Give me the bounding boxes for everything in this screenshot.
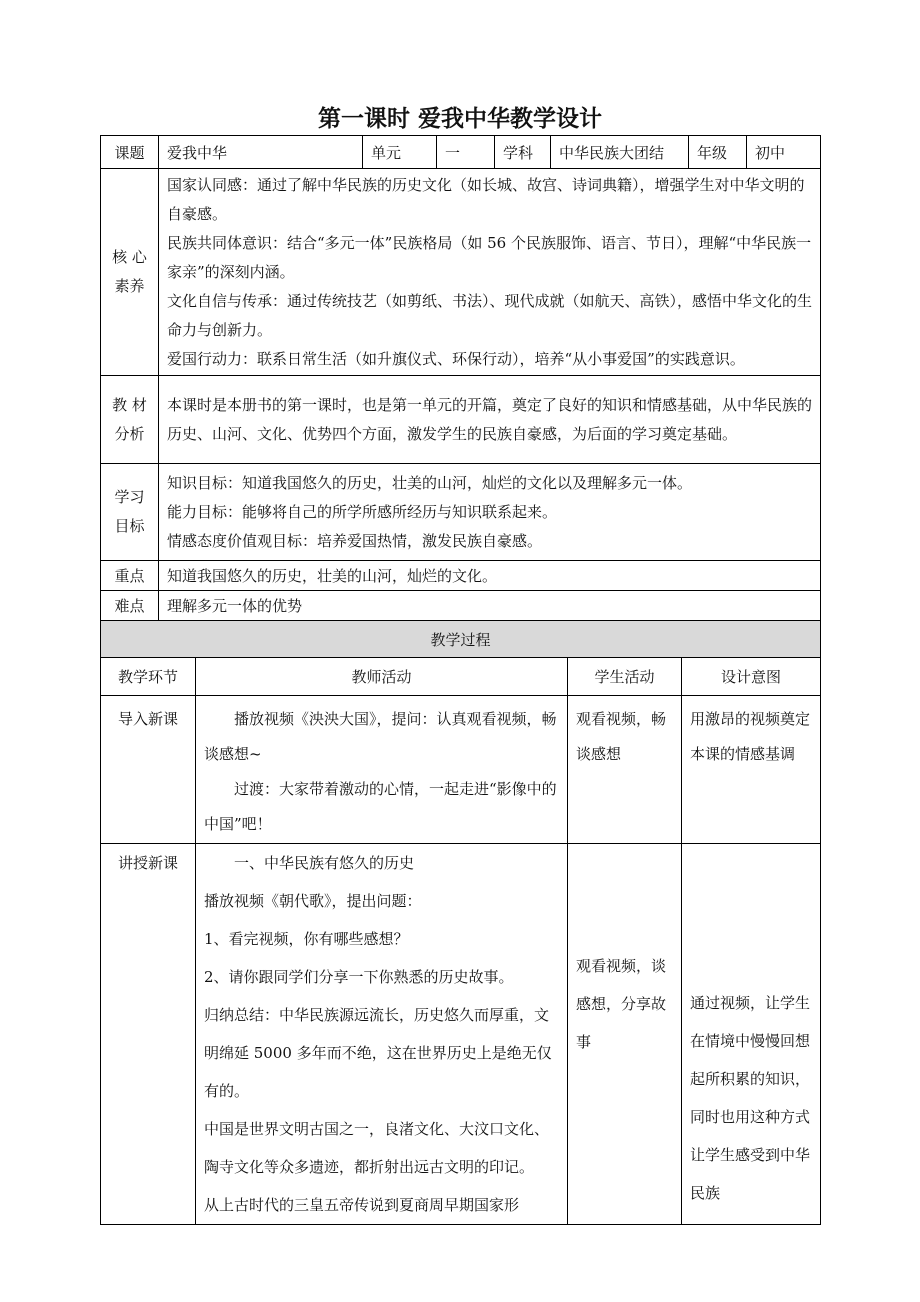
- intro-intent: 用激昂的视频奠定本课的情感基调: [682, 696, 821, 844]
- lesson-info-table: [100, 135, 821, 621]
- difficulty-label: 难点: [101, 591, 159, 621]
- header-stage: 教学环节: [101, 658, 196, 696]
- lecture-teacher-line: 播放视频《朝代歌》，提出问题：: [204, 892, 422, 910]
- core-literacy-item: 爱国行动力：联系日常生活（如升旗仪式、环保行动），培养“从小事爱国”的实践意识。: [167, 349, 745, 368]
- intro-teacher-line: 过渡：大家带着激动的心情，一起走进“影像中的中国”吧！: [204, 780, 557, 833]
- key-point-row: [101, 561, 821, 591]
- lecture-teacher-line: 一、中华民族有悠久的历史: [234, 854, 415, 872]
- intro-stage: 导入新课: [101, 696, 196, 844]
- info-row: [101, 136, 821, 169]
- lecture-teacher-line: 1、看完视频，你有哪些感想？: [204, 930, 409, 948]
- lecture-intent: 通过视频，让学生在情境中慢慢回想起所积累的知识，同时也用这种方式让学生感受到中华民族: [682, 844, 821, 1225]
- key-point-text: 知道我国悠久的历史，壮美的山河，灿烂的文化。: [159, 561, 821, 591]
- lecture-teacher-line: 从上古时代的三皇五帝传说到夏商周早期国家形: [204, 1196, 520, 1214]
- learning-goals-row: [101, 464, 821, 561]
- topic-label: 课题: [101, 136, 159, 169]
- subject-label: 学科: [495, 136, 551, 169]
- core-literacy-content: [159, 169, 821, 376]
- teaching-process-table: [100, 620, 821, 1225]
- lecture-stage: 讲授新课: [101, 844, 196, 1225]
- intro-student: 观看视频，畅谈感想: [568, 696, 682, 844]
- grade-value: 初中: [747, 136, 821, 169]
- header-teacher: 教师活动: [196, 658, 568, 696]
- lecture-teacher: [196, 844, 568, 1225]
- lecture-student: 观看视频，谈感想，分享故事: [568, 844, 682, 1225]
- process-title-row: [101, 621, 821, 658]
- core-literacy-item: 文化自信与传承：通过传统技艺（如剪纸、书法）、现代成就（如航天、高铁），感悟中华文化的生命力与创新力。: [167, 291, 813, 339]
- header-intent: 设计意图: [682, 658, 821, 696]
- topic-value: 爱我中华: [159, 136, 363, 169]
- learning-goal-item: 知识目标：知道我国悠久的历史，壮美的山河，灿烂的文化以及理解多元一体。: [167, 473, 693, 492]
- process-header-row: [101, 658, 821, 696]
- core-literacy-row: [101, 169, 821, 376]
- material-analysis-row: [101, 376, 821, 464]
- intro-teacher: [196, 696, 568, 844]
- difficulty-text: 理解多元一体的优势: [159, 591, 821, 621]
- process-title: 教学过程: [101, 621, 821, 658]
- material-analysis-text: 本课时是本册书的第一课时，也是第一单元的开篇，奠定了良好的知识和情感基础，从中华民族的历史、山河、文化、优势四个方面，激发学生的民族自豪感，为后面的学习奠定基础。: [159, 376, 821, 464]
- lecture-teacher-line: 2、请你跟同学们分享一下你熟悉的历史故事。: [204, 968, 514, 986]
- core-literacy-item: 民族共同体意识：结合“多元一体”民族格局（如 56 个民族服饰、语言、节日），理解“中华民族一家亲”的深刻内涵。: [167, 233, 812, 281]
- learning-goal-item: 情感态度价值观目标：培养爱国热情，激发民族自豪感。: [167, 531, 543, 550]
- intro-teacher-line: 播放视频《泱泱大国》，提问：认真观看视频，畅谈感想~: [204, 710, 557, 763]
- core-literacy-item: 国家认同感：通过了解中华民族的历史文化（如长城、故宫、诗词典籍），增强学生对中华文明的自豪感。: [167, 175, 805, 223]
- grade-label: 年级: [689, 136, 747, 169]
- subject-value: 中华民族大团结: [551, 136, 689, 169]
- learning-goal-item: 能力目标：能够将自己的所学所感所经历与知识联系起来。: [167, 502, 558, 521]
- lecture-row: [101, 844, 821, 1225]
- intro-row: [101, 696, 821, 844]
- lecture-teacher-line: 归纳总结：中华民族源远流长，历史悠久而厚重，文明绵延 5000 多年而不绝，这在世界历史上是绝无仅有的。: [204, 1006, 552, 1100]
- header-student: 学生活动: [568, 658, 682, 696]
- key-point-label: 重点: [101, 561, 159, 591]
- learning-goals-content: [159, 464, 821, 561]
- learning-goals-label: 学习 目标: [101, 464, 159, 561]
- unit-label: 单元: [363, 136, 437, 169]
- material-analysis-label: 教 材 分析: [101, 376, 159, 464]
- page-title: 第一课时 爱我中华教学设计: [317, 106, 602, 132]
- unit-value: 一: [437, 136, 495, 169]
- lecture-teacher-line: 中国是世界文明古国之一，良渚文化、大汶口文化、陶寺文化等众多遗迹，都折射出远古文明的印记。: [204, 1120, 550, 1176]
- core-literacy-label: 核 心 素养: [101, 169, 159, 376]
- difficulty-row: [101, 591, 821, 621]
